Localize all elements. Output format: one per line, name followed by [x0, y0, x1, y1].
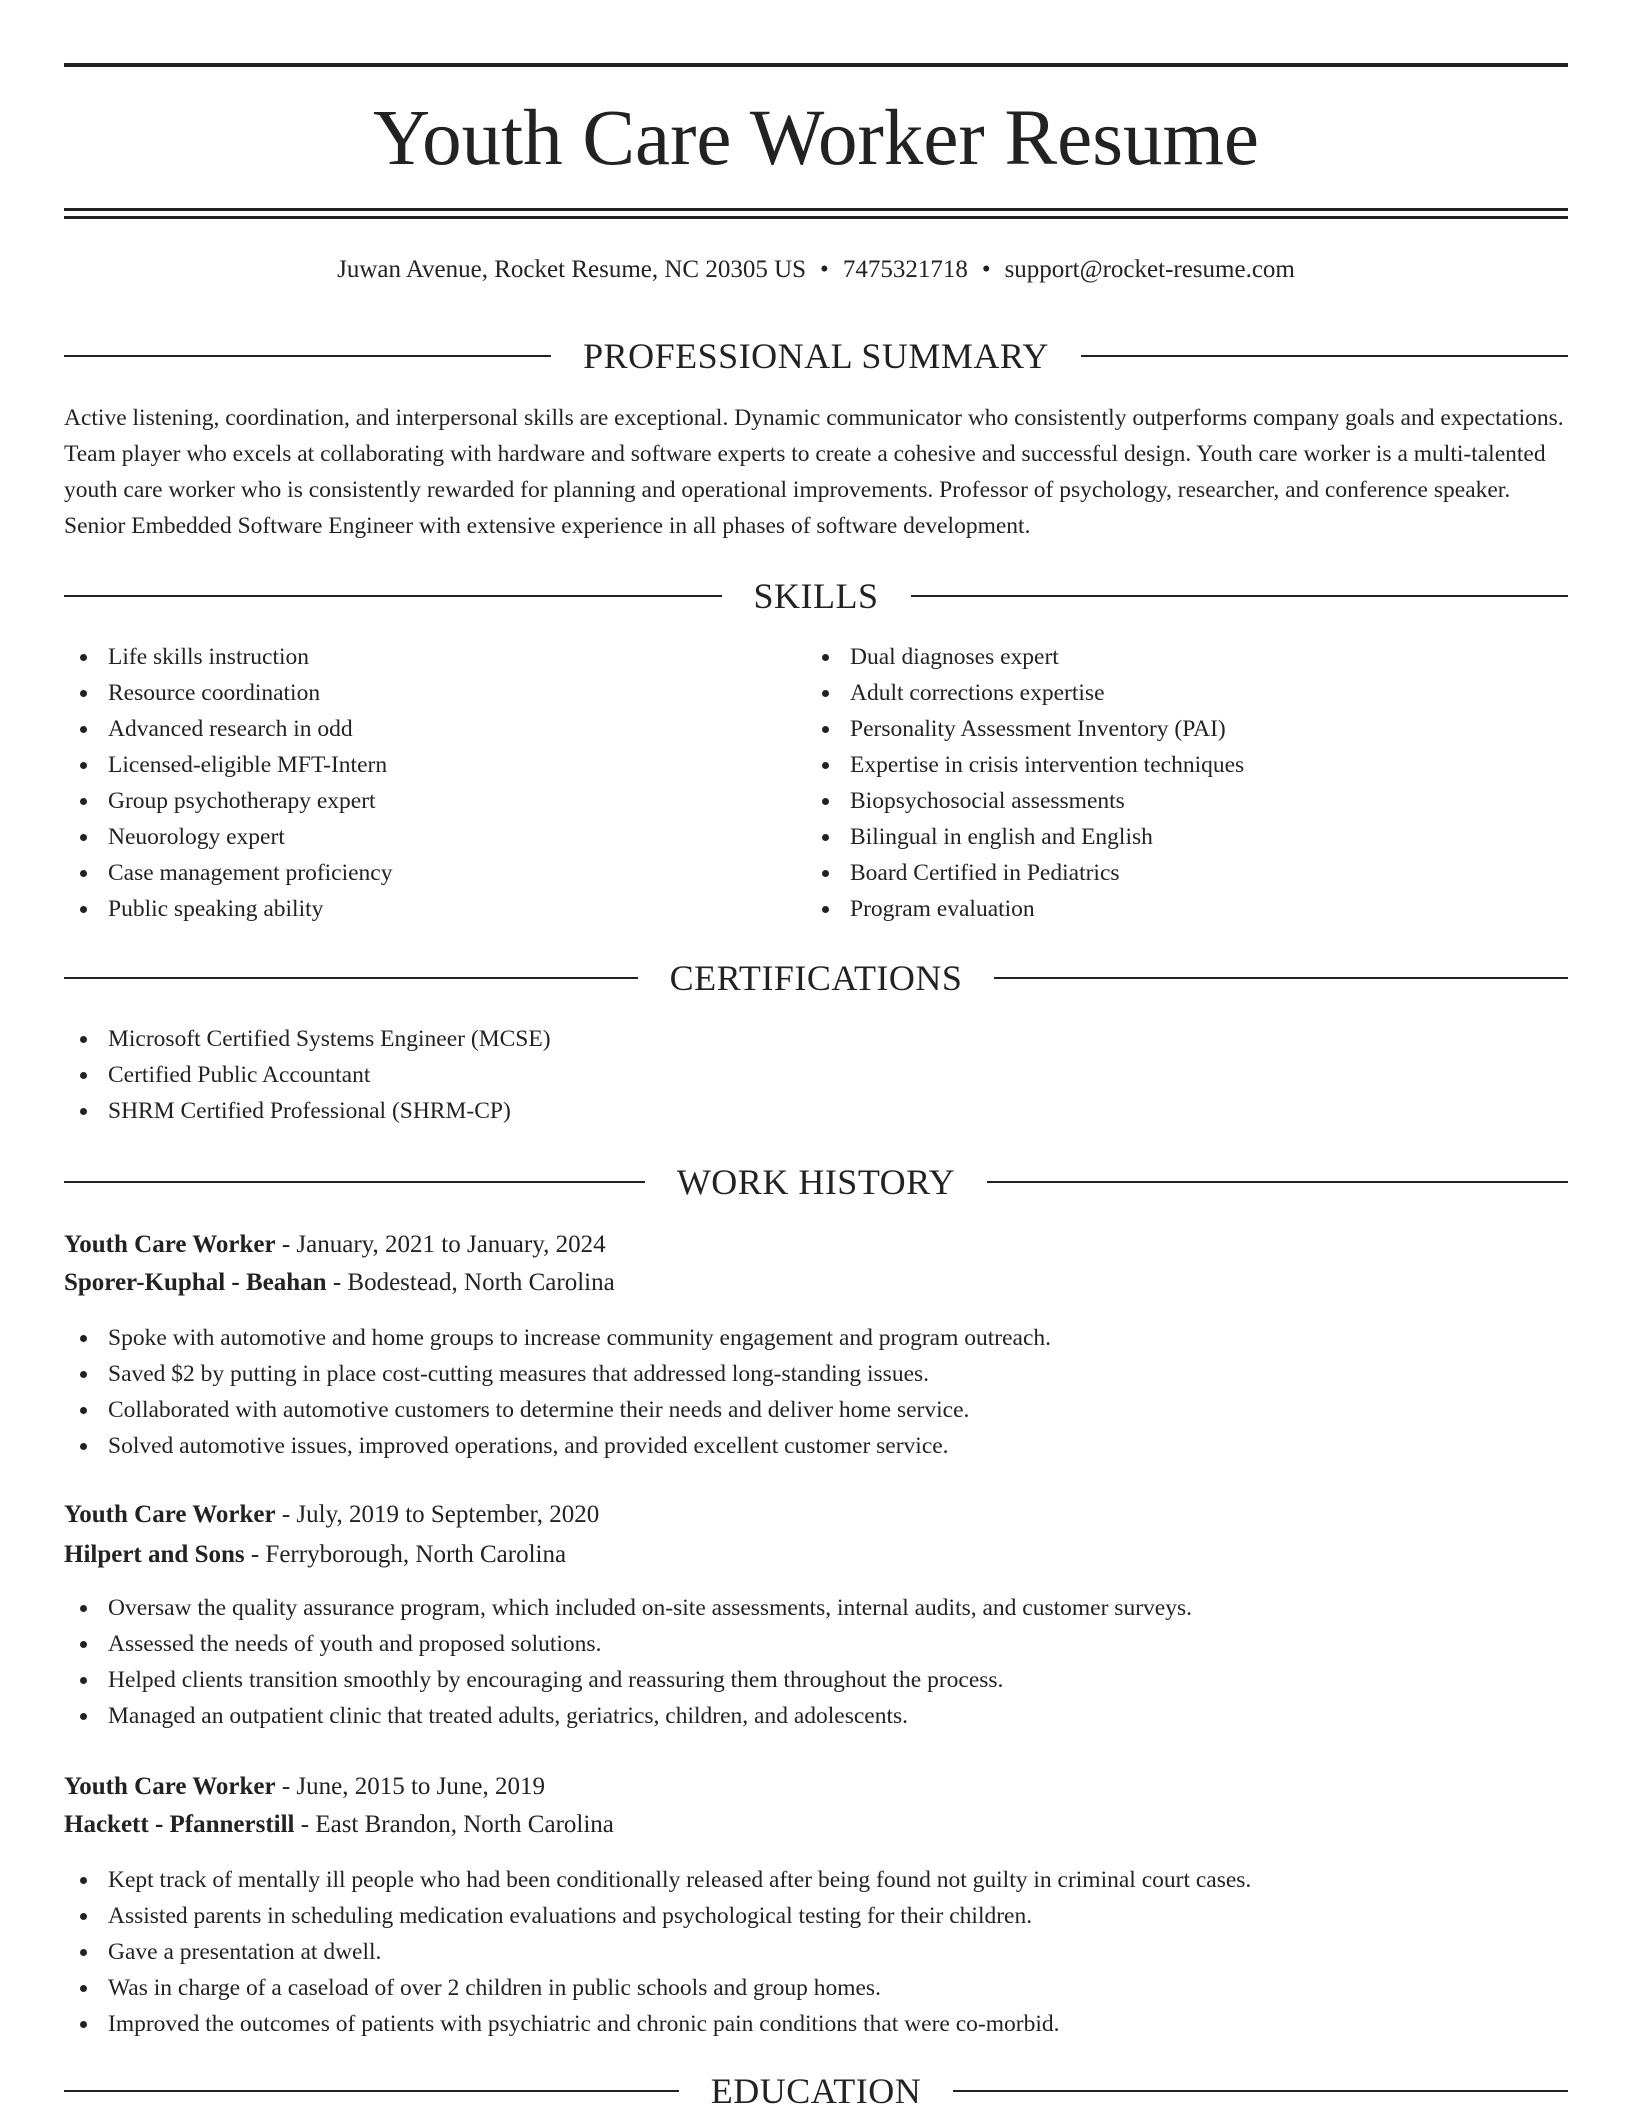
job-bullets [64, 1590, 1568, 1734]
skill-item: Dual diagnoses expert [806, 639, 1566, 675]
section-heading-summary [64, 334, 1568, 378]
certifications-list [64, 1021, 1568, 1129]
heading-rule [994, 977, 1568, 979]
job-dates: - July, 2019 to September, 2020 [275, 1501, 600, 1528]
job-location: - Ferryborough, North Carolina [244, 1541, 567, 1568]
heading-rule [64, 355, 551, 357]
job-company-line [64, 1265, 1568, 1301]
job-title: Youth Care Worker [64, 1231, 276, 1258]
job-bullet: Assisted parents in scheduling medication evaluations and psychological testing for their children. [64, 1898, 1568, 1934]
contact-email[interactable]: support@rocket-resume.com [1004, 256, 1295, 283]
job-bullet: Collaborated with automotive customers to determine their needs and deliver home service. [64, 1392, 1568, 1428]
job-bullet: Saved $2 by putting in place cost-cutting measures that addressed long-standing issues. [64, 1356, 1568, 1392]
contact-address: Juwan Avenue, Rocket Resume, NC 20305 US [337, 256, 807, 283]
skill-item: Bilingual in english and English [806, 819, 1566, 855]
page-title: Youth Care Worker Resume [373, 95, 1259, 182]
job-company: Hackett - Pfannerstill [64, 1811, 295, 1838]
heading-rule [64, 595, 722, 597]
job-dates: - January, 2021 to January, 2024 [275, 1231, 606, 1258]
title-bottom-rule-second [64, 216, 1568, 219]
heading-rule [64, 977, 638, 979]
heading-rule [1081, 355, 1568, 357]
job-bullet: Managed an outpatient clinic that treated adults, geriatrics, children, and adolescents. [64, 1698, 1568, 1734]
skill-item: Expertise in crisis intervention techniques [806, 747, 1566, 783]
job-location: - Bodestead, North Carolina [326, 1269, 615, 1296]
skill-item: Public speaking ability [64, 891, 804, 927]
section-title: SKILLS [753, 576, 879, 616]
summary-text: Active listening, coordination, and interpersonal skills are exceptional. Dynamic communicator who consistently outperforms company goals and expectations. Team player who excels at collaborating with hardware and software experts to create a cohesive and successful design. Youth care worker is a multi-talented youth care worker who is consistently rewarded for planning and operational improvements. Professor of psychology, researcher, and conference speaker. Senior Embedded Software Engineer with extensive experience in all phases of software development. [64, 405, 1564, 539]
job-bullet: Was in charge of a caseload of over 2 children in public schools and group homes. [64, 1970, 1568, 2006]
heading-rule [987, 1181, 1568, 1183]
job-title-line [64, 1227, 1568, 1263]
job-bullet: Gave a presentation at dwell. [64, 1934, 1568, 1970]
job-bullet: Improved the outcomes of patients with psychiatric and chronic pain conditions that were co-morbid. [64, 2006, 1568, 2042]
skill-item: Licensed-eligible MFT-Intern [64, 747, 804, 783]
job-bullets [64, 1320, 1568, 1464]
job-bullet: Spoke with automotive and home groups to increase community engagement and program outreach. [64, 1320, 1568, 1356]
contact-separator: • [981, 256, 991, 283]
heading-rule [953, 2090, 1568, 2092]
job-bullets [64, 1862, 1568, 2042]
section-title: WORK HISTORY [676, 1162, 956, 1202]
skill-item: Group psychotherapy expert [64, 783, 804, 819]
certification-item: Microsoft Certified Systems Engineer (MCSE) [64, 1021, 1568, 1057]
skill-item: Neuorology expert [64, 819, 804, 855]
skill-item: Adult corrections expertise [806, 675, 1566, 711]
skill-item: Program evaluation [806, 891, 1566, 927]
skill-item: Board Certified in Pediatrics [806, 855, 1566, 891]
job-location: - East Brandon, North Carolina [294, 1811, 614, 1838]
skill-item: Resource coordination [64, 675, 804, 711]
job-company-line [64, 1537, 1568, 1573]
job-bullet: Helped clients transition smoothly by encouraging and reassuring them throughout the process. [64, 1662, 1568, 1698]
skill-item: Personality Assessment Inventory (PAI) [806, 711, 1566, 747]
job-bullet: Solved automotive issues, improved operations, and provided excellent customer service. [64, 1428, 1568, 1464]
contact-phone: 7475321718 [842, 256, 968, 283]
job-title-line [64, 1497, 1568, 1533]
certification-item: SHRM Certified Professional (SHRM-CP) [64, 1093, 1568, 1129]
section-heading-education [64, 2069, 1568, 2113]
job-bullet: Kept track of mentally ill people who had been conditionally released after being found not guilty in criminal court cases. [64, 1862, 1568, 1898]
heading-rule [64, 1181, 645, 1183]
skill-item: Advanced research in odd [64, 711, 804, 747]
skill-item: Life skills instruction [64, 639, 804, 675]
title-top-rule [64, 63, 1568, 67]
certification-item: Certified Public Accountant [64, 1057, 1568, 1093]
contact-separator: • [820, 256, 829, 283]
job-company: Hilpert and Sons [64, 1541, 245, 1568]
skill-item: Case management proficiency [64, 855, 804, 891]
section-heading-skills [64, 574, 1568, 618]
section-title: PROFESSIONAL SUMMARY [583, 336, 1049, 376]
job-bullet: Oversaw the quality assurance program, which included on-site assessments, internal audits, and customer surveys. [64, 1590, 1568, 1626]
job-company: Sporer-Kuphal - Beahan [64, 1269, 327, 1296]
heading-rule [64, 2090, 679, 2092]
job-company-line [64, 1807, 1568, 1843]
section-title: CERTIFICATIONS [669, 958, 963, 998]
section-heading-certifications [64, 956, 1568, 1000]
heading-rule [911, 595, 1569, 597]
contact-line [64, 253, 1568, 287]
job-title: Youth Care Worker [64, 1501, 276, 1528]
skills-list-right [806, 639, 1566, 927]
skill-item: Biopsychosocial assessments [806, 783, 1566, 819]
title-bottom-rule [64, 208, 1568, 211]
skills-list-left [64, 639, 804, 927]
job-dates: - June, 2015 to June, 2019 [275, 1773, 545, 1800]
job-title-line [64, 1769, 1568, 1805]
section-title: EDUCATION [710, 2071, 922, 2111]
job-title: Youth Care Worker [64, 1773, 276, 1800]
section-heading-work-history [64, 1160, 1568, 1204]
job-bullet: Assessed the needs of youth and proposed solutions. [64, 1626, 1568, 1662]
